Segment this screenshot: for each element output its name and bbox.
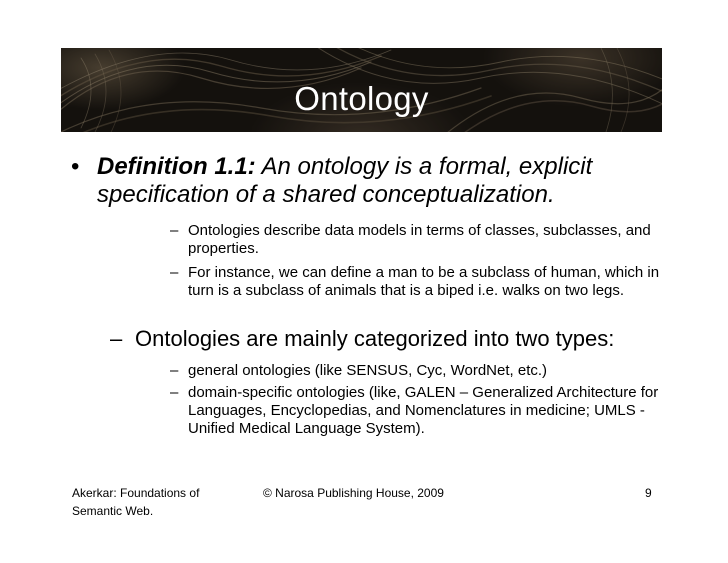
sub-point (170, 222, 660, 258)
footer-author: Akerkar: Foundations of Semantic Web. (72, 486, 200, 518)
sub-point (170, 362, 660, 380)
definition-item (71, 153, 661, 209)
bullet-icon: • (71, 153, 80, 180)
footer-copyright: © Narosa Publishing House, 2009 (263, 486, 444, 500)
sub-point-text: For instance, we can define a man to be a subclass of human, which in turn is a subclass of animals that is a biped i.e. walks on two legs. (188, 264, 660, 299)
definition-body: An ontology is a formal, explicit specification of a shared conceptualization. (97, 153, 593, 208)
dash-icon: – (170, 384, 179, 401)
page-number: 9 (645, 486, 652, 500)
definition-term: Definition 1.1: (97, 153, 256, 180)
sub-point-text: Ontologies describe data models in terms of classes, subclasses, and properties. (188, 222, 651, 257)
sub-point-text: domain-specific ontologies (like, GALEN – Generalized Architecture for Languages, Encyclopedias, and Nomenclatures in medicine; UMLS - Unified Medical Language System). (188, 384, 659, 437)
categories-text: Ontologies are mainly categorized into two types: (135, 326, 615, 351)
sub-point (170, 384, 660, 438)
sub-point-text: general ontologies (like SENSUS, Cyc, WordNet, etc.) (188, 362, 548, 379)
sub-point (170, 264, 660, 300)
dash-icon: – (170, 362, 179, 379)
dash-icon: – (170, 264, 179, 281)
title-banner (61, 48, 662, 132)
slide-title: Ontology (294, 80, 429, 117)
definition-text (97, 153, 661, 209)
categories-item (110, 325, 614, 353)
dash-icon: – (110, 326, 123, 351)
dash-icon: – (170, 222, 179, 239)
